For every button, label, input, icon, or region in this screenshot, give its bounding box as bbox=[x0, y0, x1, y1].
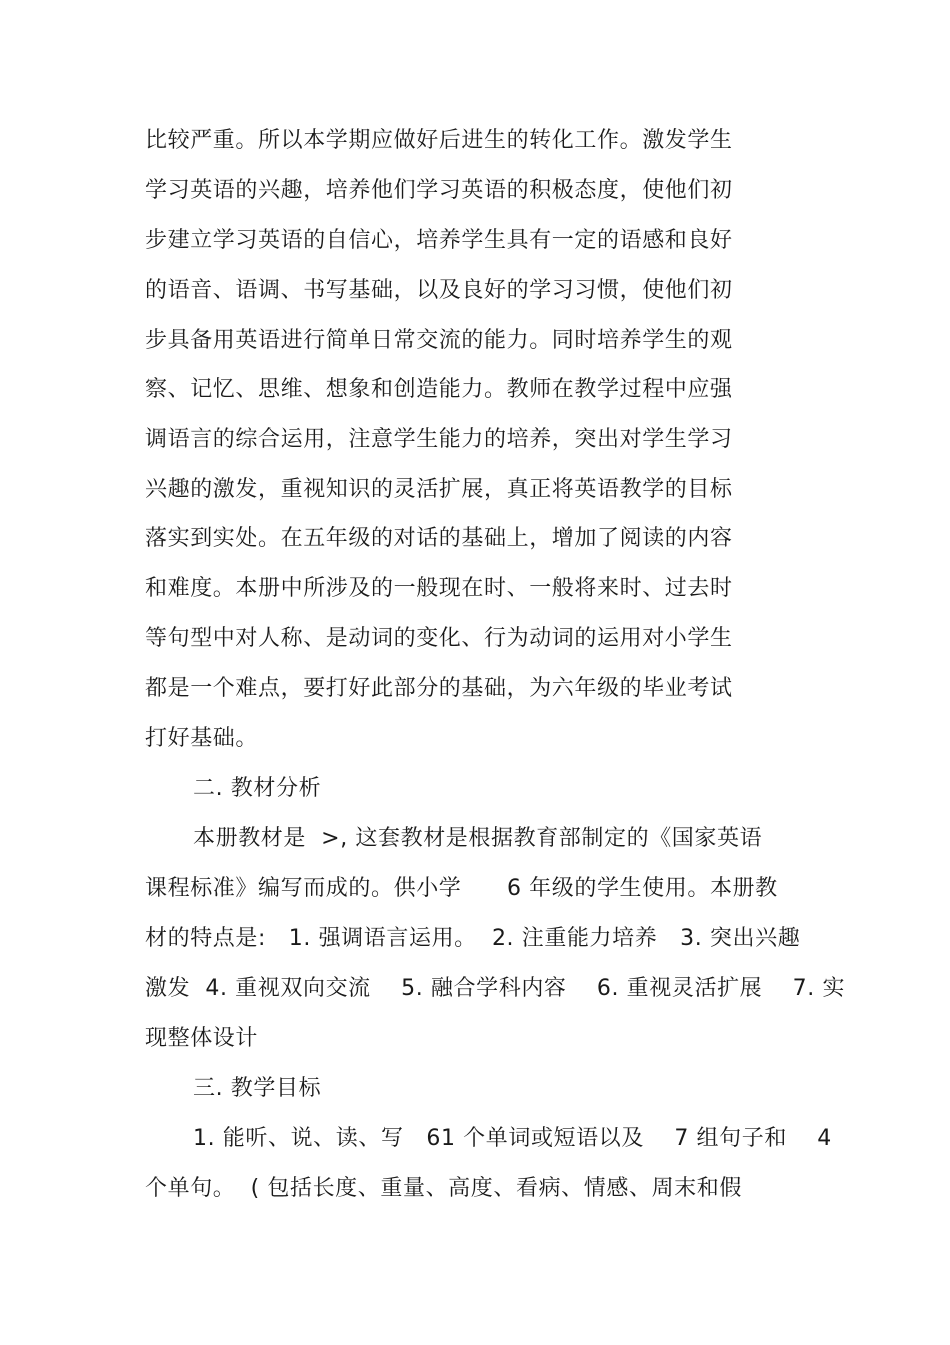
body-text-line: 个单句。 ( 包括长度、重量、高度、看病、情感、周末和假 bbox=[145, 1176, 742, 1201]
body-text-line: 课程标准》编写而成的。供小学 6 年级的学生使用。本册教 bbox=[145, 876, 778, 901]
body-text-line: 等句型中对人称、是动词的变化、行为动词的运用对小学生 bbox=[145, 626, 733, 651]
body-text-line: 学习英语的兴趣，培养他们学习英语的积极态度，使他们初 bbox=[145, 178, 733, 203]
body-text-line: 步具备用英语进行简单日常交流的能力。同时培养学生的观 bbox=[145, 328, 733, 353]
body-text-line: 打好基础。 bbox=[145, 726, 259, 751]
body-text-line: 比较严重。所以本学期应做好后进生的转化工作。激发学生 bbox=[145, 128, 733, 153]
body-text-line: 本册教材是 >, 这套教材是根据教育部制定的《国家英语 bbox=[193, 826, 763, 851]
body-text-line: 激发 4. 重视双向交流 5. 融合学科内容 6. 重视灵活扩展 7. 实 bbox=[145, 976, 846, 1001]
body-text-line: 察、记忆、思维、想象和创造能力。教师在教学过程中应强 bbox=[145, 377, 733, 402]
body-text-line: 步建立学习英语的自信心，培养学生具有一定的语感和良好 bbox=[145, 228, 733, 253]
body-text-line: 都是一个难点，要打好此部分的基础，为六年级的毕业考试 bbox=[145, 676, 733, 701]
section-heading: 二. 教材分析 bbox=[193, 776, 322, 801]
body-text-line: 1. 能听、说、读、写 61 个单词或短语以及 7 组句子和 4 bbox=[193, 1126, 832, 1151]
body-text-line: 和难度。本册中所涉及的一般现在时、一般将来时、过去时 bbox=[145, 576, 733, 601]
body-text-line: 调语言的综合运用，注意学生能力的培养，突出对学生学习 bbox=[145, 427, 733, 452]
body-text-line: 现整体设计 bbox=[145, 1026, 259, 1051]
body-text-line: 的语音、语调、书写基础，以及良好的学习习惯，使他们初 bbox=[145, 278, 733, 303]
body-text-line: 兴趣的激发，重视知识的灵活扩展，真正将英语教学的目标 bbox=[145, 477, 733, 502]
body-text-line: 落实到实处。在五年级的对话的基础上，增加了阅读的内容 bbox=[145, 526, 733, 551]
section-heading: 三. 教学目标 bbox=[193, 1076, 322, 1101]
body-text-line: 材的特点是: 1. 强调语言运用。 2. 注重能力培养 3. 突出兴趣 bbox=[145, 926, 801, 951]
